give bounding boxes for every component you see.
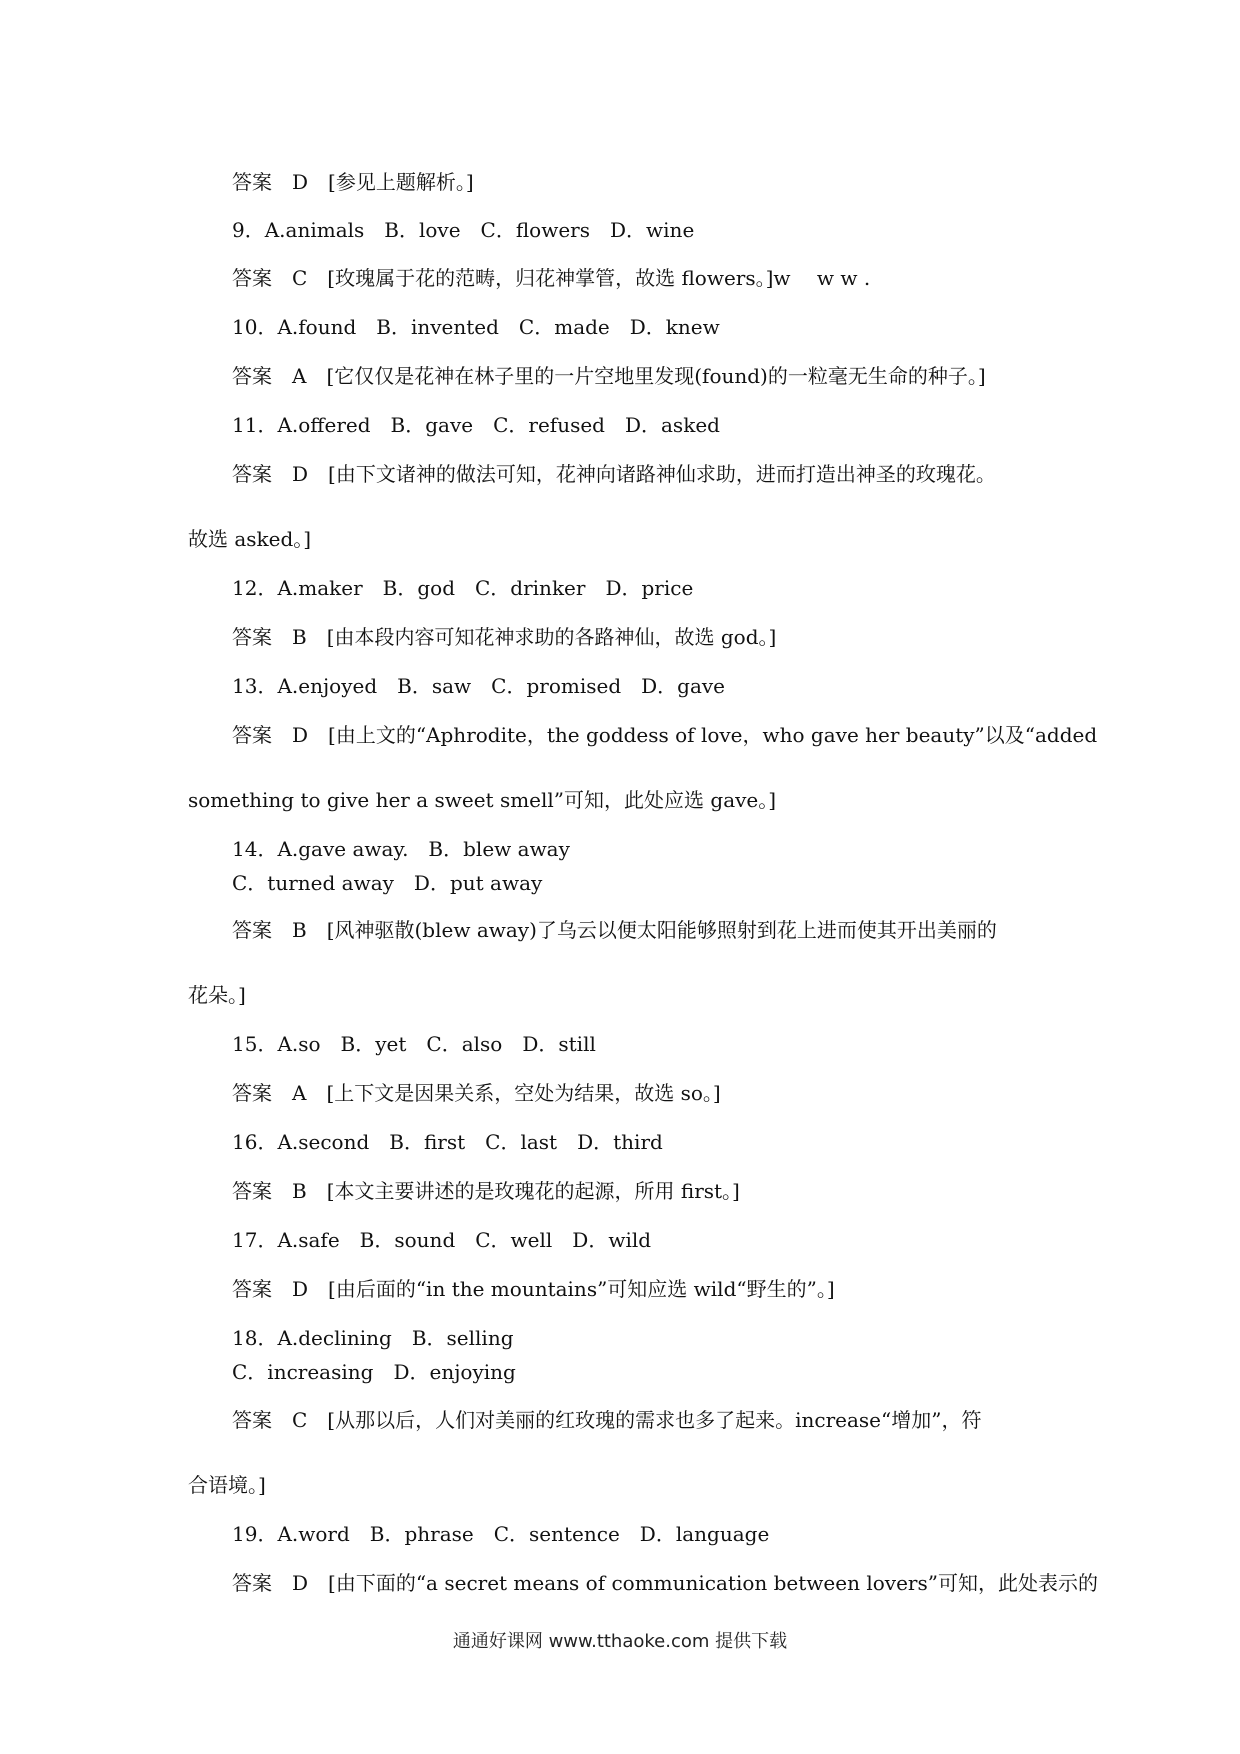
answer-10: 答案 A [它仅仅是花神在林子里的一片空地里发现(found)的一粒毫无生命的种子。]: [232, 364, 986, 388]
question-14-line2: C．turned away D．put away: [232, 871, 543, 895]
question-12: 12．A.maker B．god C．drinker D．price: [232, 576, 694, 600]
question-14-line1: 14．A.gave away. B．blew away: [232, 837, 570, 861]
answer-13: 答案 D [由上文的“Aphrodite，the goddess of love，who gave her beauty”以及“added: [232, 723, 1098, 747]
answer-17: 答案 D [由后面的“in the mountains”可知应选 wild“野生的”。]: [232, 1277, 835, 1301]
question-18-line2: C．increasing D．enjoying: [232, 1360, 516, 1384]
page-footer: 通通好课网 www.tthaoke.com 提供下载: [452, 1631, 788, 1652]
question-9: 9．A.animals B．love C．flowers D．wine: [232, 218, 695, 242]
answer-14-cont: 花朵。]: [188, 983, 246, 1007]
question-10: 10．A.found B．invented C．made D．knew: [232, 315, 720, 339]
answer-11-cont: 故选 asked。]: [188, 527, 312, 551]
question-11: 11．A.offered B．gave C．refused D．asked: [232, 413, 720, 437]
answer-18-cont: 合语境。]: [188, 1473, 266, 1497]
answer-8: 答案 D [参见上题解析。]: [232, 170, 474, 194]
answer-12: 答案 B [由本段内容可知花神求助的各路神仙，故选 god。]: [232, 625, 777, 649]
answer-15: 答案 A [上下文是因果关系，空处为结果，故选 so。]: [232, 1081, 721, 1105]
answer-18: 答案 C [从那以后，人们对美丽的红玫瑰的需求也多了起来。increase“增加”，符: [232, 1408, 982, 1432]
question-17: 17．A.safe B．sound C．well D．wild: [232, 1228, 652, 1252]
question-18-line1: 18．A.declining B．selling: [232, 1326, 514, 1350]
answer-13-cont: something to give her a sweet smell”可知，此处应选 gave。]: [188, 788, 777, 812]
question-15: 15．A.so B．yet C．also D．still: [232, 1032, 596, 1056]
question-19: 19．A.word B．phrase C．sentence D．language: [232, 1522, 770, 1546]
answer-9: 答案 C [玫瑰属于花的范畴，归花神掌管，故选 flowers。]w w w .: [232, 266, 871, 290]
answer-11: 答案 D [由下文诸神的做法可知，花神向诸路神仙求助，进而打造出神圣的玫瑰花。: [232, 462, 996, 486]
answer-14: 答案 B [风神驱散(blew away)了乌云以便太阳能够照射到花上进而使其开出美丽的: [232, 918, 997, 942]
question-13: 13．A.enjoyed B．saw C．promised D．gave: [232, 674, 726, 698]
answer-19: 答案 D [由下面的“a secret means of communication between lovers”可知，此处表示的: [232, 1571, 1098, 1595]
question-16: 16．A.second B．first C．last D．third: [232, 1130, 663, 1154]
answer-16: 答案 B [本文主要讲述的是玫瑰花的起源，所用 first。]: [232, 1179, 740, 1203]
